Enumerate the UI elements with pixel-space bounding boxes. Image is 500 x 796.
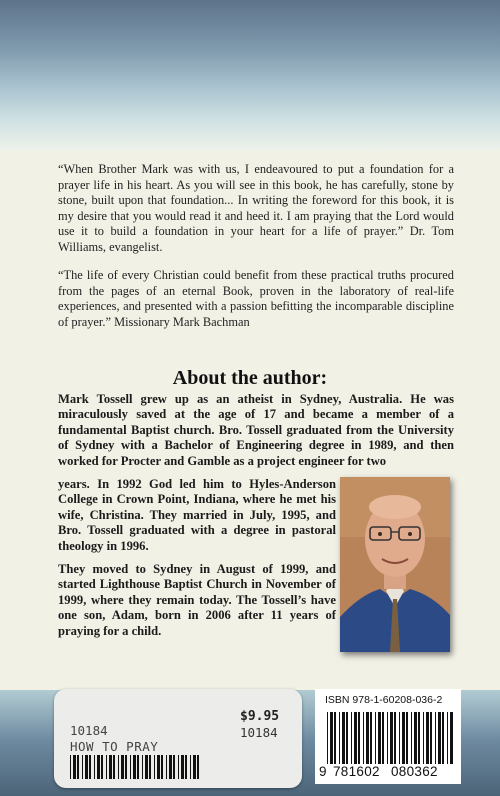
about-author-heading: About the author: [172, 367, 328, 389]
barcode-stripe [85, 755, 88, 779]
isbn-label: ISBN 978-1-60208-036-2 [325, 694, 443, 706]
author-bio-paragraph-1-continued: years. In 1992 God led him to Hyles-Anderson College in Crown Point, Indiana, where he met his wife, Christina. They married in July, 1995, and Bro. Tossell graduated with a degree in pastoral theology in 1996. [58, 477, 336, 553]
isbn-digits-group-1: 781602 [333, 764, 380, 779]
barcode-stripe [414, 712, 417, 764]
barcode-stripe [354, 712, 357, 764]
endorsement-quote-bachman: “The life of every Christian could benefit from these practical truths procured from the pages of an eternal Book, proven in the laboratory of real-life experiences, and presented with a passion befitting the incomparable discipline of prayer.” Missionary Mark Bachman [58, 268, 454, 329]
author-photo [340, 477, 450, 652]
barcode-stripe [327, 712, 328, 764]
barcode-stripe [157, 755, 160, 779]
author-portrait-illustration [340, 477, 450, 652]
barcode-stripe [342, 712, 345, 764]
barcode-stripe [430, 712, 432, 764]
barcode-stripe [181, 755, 184, 779]
barcode-stripe [125, 755, 127, 779]
barcode-stripe [450, 712, 453, 764]
barcode-stripe [193, 755, 196, 779]
price-label: $9.95 [240, 709, 280, 724]
barcode-stripe [435, 712, 436, 764]
sticker-code-left: 10184 [70, 723, 108, 738]
barcode-stripe [411, 712, 412, 764]
barcode-stripe [118, 755, 119, 779]
barcode-stripe [351, 712, 352, 764]
barcode-stripe [106, 755, 107, 779]
author-bio-paragraph-1: Mark Tossell grew up as an atheist in Sydney, Australia. He was miraculously saved at the age of 17 and became a member of a fundamental Baptist church. Bro. Tossell graduated from the University of Sydney with a Bachelor of Engineering degree in 1989, and then worked for Procter and Gamble as a project engineer for two [58, 392, 454, 468]
barcode-stripe [173, 755, 175, 779]
barcode-stripe [339, 712, 340, 764]
barcode-stripe [89, 755, 91, 779]
sticker-barcode [70, 755, 200, 779]
barcode-stripe [197, 755, 199, 779]
barcode-stripe [109, 755, 112, 779]
barcode-stripe [370, 712, 372, 764]
barcode-stripe [438, 712, 441, 764]
barcode-stripe [423, 712, 424, 764]
barcode-stripe [178, 755, 179, 779]
isbn-barcode [327, 712, 453, 764]
barcode-stripe [382, 712, 384, 764]
barcode-stripe [366, 712, 369, 764]
barcode-stripe [101, 755, 103, 779]
isbn-digit-first: 9 [319, 764, 327, 779]
barcode-stripe [133, 755, 136, 779]
barcode-stripe [82, 755, 83, 779]
barcode-stripe [447, 712, 448, 764]
barcode-stripe [161, 755, 163, 779]
barcode-stripe [426, 712, 429, 764]
barcode-stripe [137, 755, 139, 779]
barcode-stripe [166, 755, 167, 779]
barcode-stripe [442, 712, 444, 764]
barcode-stripe [113, 755, 115, 779]
barcode-stripe [375, 712, 376, 764]
barcode-stripe [94, 755, 95, 779]
barcode-stripe [334, 712, 336, 764]
barcode-stripe [363, 712, 364, 764]
barcode-stripe [406, 712, 408, 764]
barcode-stripe [358, 712, 360, 764]
barcode-stripe [77, 755, 79, 779]
barcode-stripe [418, 712, 420, 764]
barcode-stripe [70, 755, 71, 779]
barcode-stripe [394, 712, 396, 764]
isbn-barcode-box [315, 689, 461, 784]
barcode-stripe [130, 755, 131, 779]
price-sticker [54, 689, 302, 788]
isbn-digits-group-2: 080362 [391, 764, 438, 779]
barcode-stripe [399, 712, 400, 764]
barcode-stripe [149, 755, 151, 779]
barcode-stripe [402, 712, 405, 764]
barcode-stripe [142, 755, 143, 779]
barcode-stripe [330, 712, 333, 764]
barcode-stripe [145, 755, 148, 779]
barcode-stripe [387, 712, 388, 764]
endorsement-quote-williams: “When Brother Mark was with us, I endeavoured to put a foundation for a prayer life in his heart. As you will see in this book, he has carefully, stone by stone, built upon that foundation... In writing the foreword for this book, it is my desire that you would read it and heed it. I am praying that the Lord would use it to build a foundation in your heart for a life of prayer.” Dr. Tom Williams, evangelist. [58, 162, 454, 254]
barcode-stripe [390, 712, 393, 764]
barcode-stripe [169, 755, 172, 779]
barcode-stripe [121, 755, 124, 779]
barcode-stripe [73, 755, 76, 779]
barcode-stripe [346, 712, 348, 764]
barcode-stripe [185, 755, 187, 779]
barcode-stripe [97, 755, 100, 779]
barcode-stripe [190, 755, 191, 779]
author-bio-paragraph-2: They moved to Sydney in August of 1999, and started Lighthouse Baptist Church in November of 1999, where they remain today. The Tossell’s have one son, Adam, born in 2006 after 11 years of praying for a child. [58, 562, 336, 638]
barcode-stripe [378, 712, 381, 764]
sticker-book-title: HOW TO PRAY [70, 739, 159, 754]
barcode-stripe [154, 755, 155, 779]
sticker-code-right: 10184 [240, 725, 278, 740]
